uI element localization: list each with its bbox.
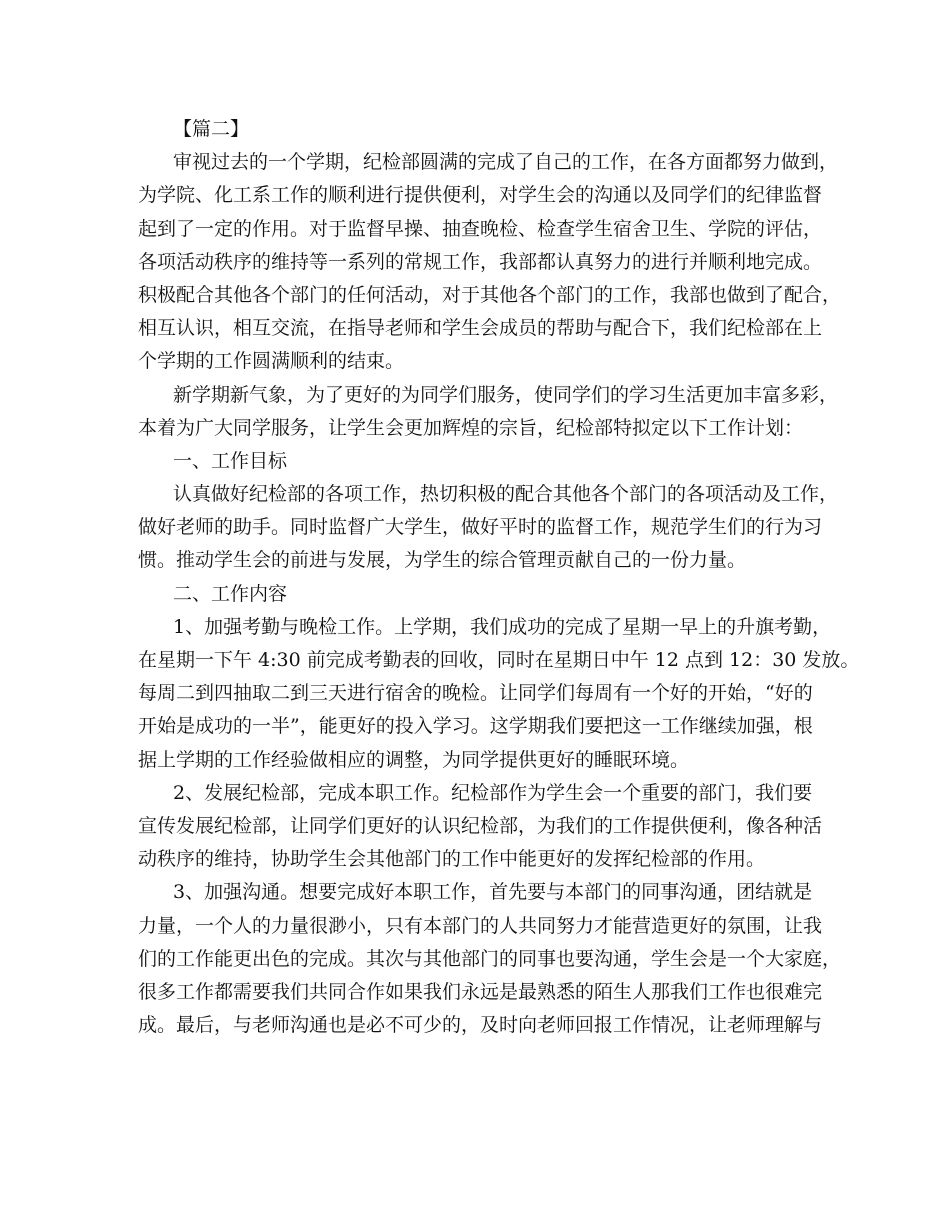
paragraph-lines: [138, 146, 860, 1042]
text-line: 成。最后，与老师沟通也是必不可少的，及时向老师回报工作情况，让老师理解与: [138, 1014, 823, 1037]
text-line: 宣传发展纪检部，让同学们更好的认识纪检部，为我们的工作提供便利，像各种活: [138, 814, 823, 837]
text-line: 2、发展纪检部，完成本职工作。纪检部作为学生会一个重要的部门，我们要: [173, 781, 813, 804]
text-line: 一、工作目标: [173, 449, 288, 472]
text-line: 起到了一定的作用。对于监督早操、抽查晚检、检查学生宿舍卫生、学院的评估，: [138, 217, 823, 240]
text-line: 二、工作内容: [173, 582, 288, 605]
text-line: 为学院、化工系工作的顺利进行提供便利，对学生会的沟通以及同学们的纪律监督: [138, 184, 823, 207]
text-line: 动秩序的维持，协助学生会其他部门的工作中能更好的发挥纪检部的作用。: [138, 848, 766, 871]
text-line: 们的工作能更出色的完成。其次与其他部门的同事也要沟通，学生会是一个大家庭，: [138, 947, 842, 970]
document-body: [138, 113, 860, 1042]
text-line: 惯。推动学生会的前进与发展，为学生的综合管理贡献自己的一份力量。: [138, 549, 747, 572]
text-line: 新学期新气象，为了更好的为同学们服务，使同学们的学习生活更加丰富多彩，: [173, 383, 839, 406]
text-line: 各项活动秩序的维持等一系列的常规工作，我部都认真努力的进行并顺利地完成。: [138, 250, 823, 273]
text-line: 1、加强考勤与晚检工作。上学期，我们成功的完成了星期一早上的升旗考勤，: [173, 615, 832, 638]
text-line: 认真做好纪检部的各项工作，热切积极的配合其他各个部门的各项活动及工作，: [173, 483, 839, 506]
text-line: 每周二到四抽取二到三天进行宿舍的晚检。让同学们每周有一个好的开始，“好的: [138, 682, 813, 705]
text-line: 个学期的工作圆满顺利的结束。: [138, 350, 405, 373]
text-line: 积极配合其他各个部门的任何活动，对于其他各个部门的工作，我部也做到了配合，: [138, 283, 842, 306]
section-title: 【篇二】: [173, 118, 250, 140]
text-line: 3、加强沟通。想要完成好本职工作，首先要与本部门的同事沟通，团结就是: [173, 881, 813, 904]
text-line: 做好老师的助手。同时监督广大学生，做好平时的监督工作，规范学生们的行为习: [138, 516, 823, 539]
text-line: 力量，一个人的力量很渺小，只有本部门的人共同努力才能营造更好的氛围，让我: [138, 914, 823, 937]
text-line: 审视过去的一个学期，纪检部圆满的完成了自己的工作，在各方面都努力做到，: [173, 151, 839, 174]
text-line: 本着为广大同学服务，让学生会更加辉煌的宗旨，纪检部特拟定以下工作计划：: [138, 416, 804, 439]
text-line: 据上学期的工作经验做相应的调整，为同学提供更好的睡眠环境。: [138, 748, 690, 771]
text-line: 相互认识，相互交流，在指导老师和学生会成员的帮助与配合下，我们纪检部在上: [138, 317, 823, 340]
text-line: 很多工作都需要我们共同合作如果我们永远是最熟悉的陌生人那我们工作也很难完: [138, 980, 823, 1003]
text-line: 在星期一下午 4:30 前完成考勤表的回收，同时在星期日中午 12 点到 12：30 发放。: [138, 649, 860, 671]
text-line: 开始是成功的一半”，能更好的投入学习。这学期我们要把这一工作继续加强，根: [138, 715, 813, 738]
